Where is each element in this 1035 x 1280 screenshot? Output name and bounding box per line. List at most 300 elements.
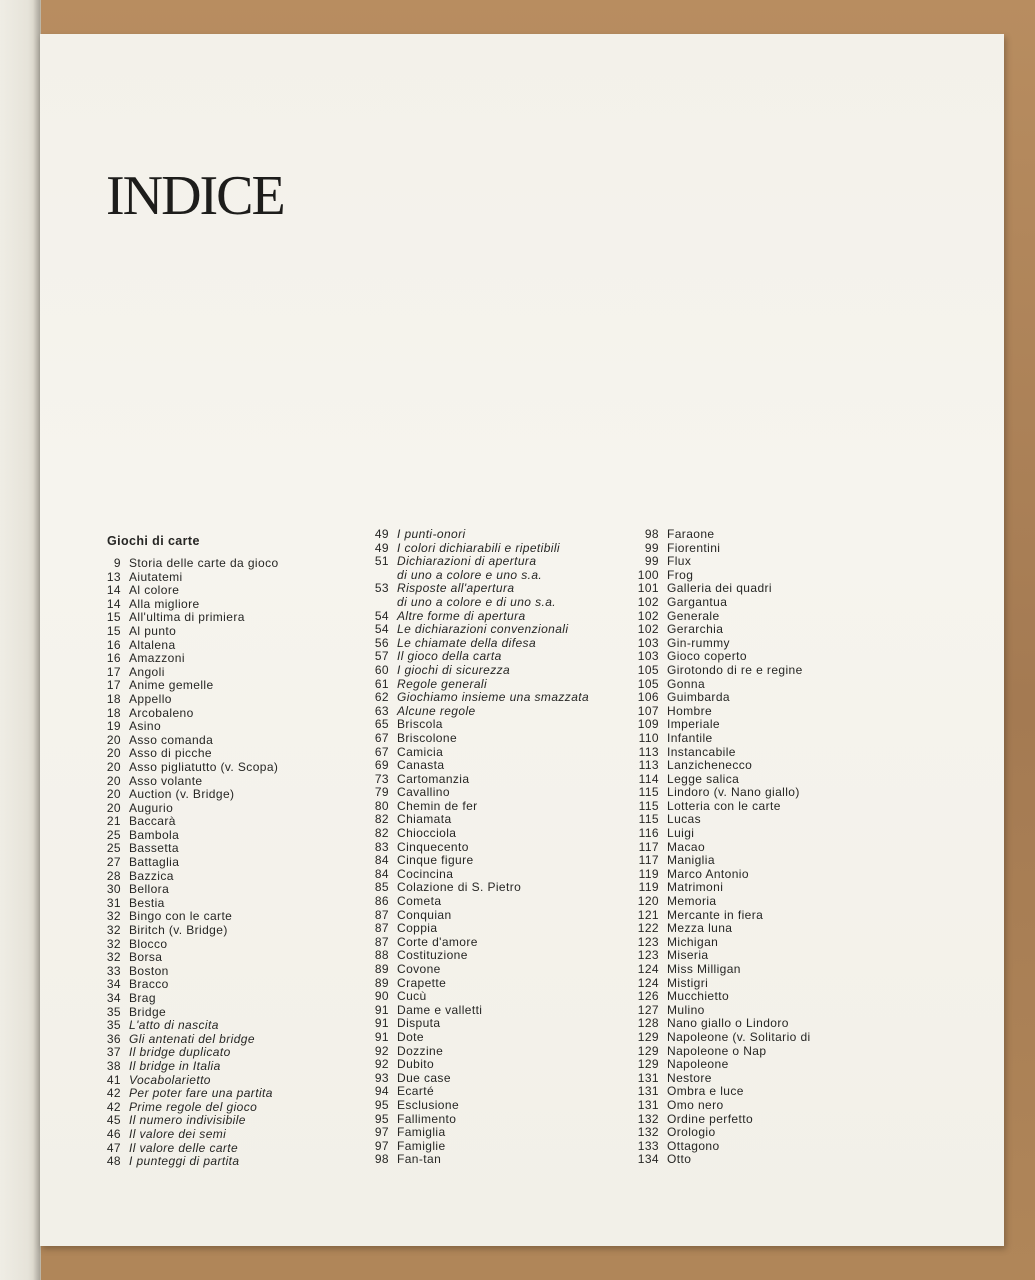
index-entry	[91, 815, 279, 829]
index-entry	[354, 705, 589, 719]
entry-title: I punteggi di partita	[129, 1154, 240, 1169]
index-entry	[354, 528, 589, 542]
entry-title: Mulino	[667, 1002, 705, 1017]
entry-title: Chemin de fer	[397, 798, 478, 813]
index-entry	[354, 610, 589, 624]
index-entry	[91, 910, 279, 924]
entry-title: Cinquecento	[397, 839, 469, 854]
page-fold-shadow	[33, 0, 40, 1280]
entry-title: Fallimento	[397, 1111, 457, 1126]
entry-title: Mercante in fiera	[667, 907, 764, 922]
entry-page-number: 133	[637, 1138, 659, 1153]
index-entry	[91, 679, 279, 693]
index-entry	[91, 978, 279, 992]
index-entry	[354, 963, 589, 977]
entry-page-number: 35	[106, 1004, 121, 1019]
entry-page-number: 21	[106, 814, 121, 829]
index-entry	[624, 678, 811, 692]
index-entry	[624, 895, 811, 909]
entry-title: Cucù	[397, 989, 427, 1004]
entry-page-number: 90	[374, 989, 389, 1004]
entry-title: Macao	[667, 839, 706, 854]
index-entry	[91, 829, 279, 843]
entry-page-number: 106	[637, 690, 659, 705]
entry-title: Chiamata	[397, 812, 452, 827]
index-entry	[624, 732, 811, 746]
index-entry	[624, 664, 811, 678]
entry-title: Dozzine	[397, 1043, 444, 1058]
index-entry	[91, 1019, 279, 1033]
entry-page-number: 20	[106, 800, 121, 815]
entry-page-number: 82	[374, 826, 389, 841]
entry-page-number: 42	[106, 1086, 121, 1101]
entry-page-number: 17	[106, 664, 121, 679]
entry-title: Nestore	[667, 1070, 712, 1085]
entry-page-number: 25	[106, 827, 121, 842]
entry-title: Famiglie	[397, 1138, 446, 1153]
index-entry	[354, 542, 589, 556]
entry-page-number: 124	[637, 975, 659, 990]
entry-title: Gonna	[667, 676, 706, 691]
entry-page-number	[354, 569, 389, 583]
index-entry	[624, 705, 811, 719]
entry-title: Il gioco della carta	[397, 649, 502, 664]
entry-title: Al punto	[129, 623, 177, 638]
index-entry	[91, 775, 279, 789]
entry-page-number: 15	[106, 610, 121, 625]
entry-page-number: 17	[106, 678, 121, 693]
entry-page-number: 122	[637, 921, 659, 936]
entry-page-number: 18	[106, 705, 121, 720]
index-entry	[624, 691, 811, 705]
entry-page-number: 31	[106, 895, 121, 910]
entry-page-number: 131	[637, 1070, 659, 1085]
entry-page-number: 91	[374, 1002, 389, 1017]
index-entry	[354, 909, 589, 923]
entry-title: Esclusione	[397, 1097, 460, 1112]
entry-title: Briscolone	[397, 730, 458, 745]
entry-title: Otto	[667, 1152, 692, 1167]
entry-page-number: 49	[374, 527, 389, 541]
entry-title: di uno a colore e uno s.a.	[397, 567, 543, 582]
entry-title: Lanzichenecco	[667, 758, 753, 773]
index-entry	[624, 1140, 811, 1154]
entry-title: Auction (v. Bridge)	[129, 787, 235, 802]
entry-title: Asso comanda	[129, 732, 214, 747]
entry-title: Prime regole del gioco	[129, 1099, 258, 1114]
entry-page-number: 132	[637, 1125, 659, 1140]
entry-page-number: 110	[638, 730, 659, 745]
entry-page-number: 56	[374, 635, 389, 650]
index-entry	[354, 664, 589, 678]
index-entry	[354, 1072, 589, 1086]
entry-title: Corte d'amore	[397, 934, 478, 949]
entry-title: Boston	[129, 963, 169, 978]
index-entry	[624, 1113, 811, 1127]
entry-page-number: 113	[638, 758, 659, 773]
index-entry	[624, 868, 811, 882]
entry-title: Guimbarda	[667, 690, 730, 705]
index-entry	[354, 1045, 589, 1059]
index-entry	[624, 610, 811, 624]
entry-page-number: 20	[106, 746, 121, 761]
entry-page-number: 84	[374, 853, 389, 868]
entry-title: Bellora	[129, 882, 170, 897]
entry-title: Al colore	[129, 583, 180, 598]
entry-page-number: 73	[374, 771, 389, 786]
entry-title: Gargantua	[667, 594, 728, 609]
entry-title: Blocco	[129, 936, 168, 951]
index-entry	[354, 977, 589, 991]
index-entry	[624, 936, 811, 950]
entry-page-number: 92	[374, 1057, 389, 1072]
entry-title: Gerarchia	[667, 622, 724, 637]
index-entry	[91, 1060, 279, 1074]
index-entry	[91, 951, 279, 965]
index-entry	[354, 949, 589, 963]
entry-title: I punti-onori	[397, 527, 466, 541]
entry-page-number: 65	[374, 717, 389, 732]
index-entry	[91, 557, 279, 571]
entry-title: di uno a colore e di uno s.a.	[397, 594, 557, 609]
entry-title: Gin-rummy	[667, 635, 730, 650]
entry-title: Le chiamate della difesa	[397, 635, 537, 650]
entry-title: Miss Milligan	[667, 962, 741, 976]
entry-page-number: 123	[637, 934, 659, 949]
index-entry	[91, 720, 279, 734]
index-entry	[91, 639, 279, 653]
index-entry	[91, 1155, 279, 1169]
index-entry	[624, 759, 811, 773]
entry-page-number: 89	[374, 975, 389, 990]
index-entry	[354, 1113, 589, 1127]
entry-page-number: 37	[106, 1045, 121, 1060]
index-entry	[91, 1128, 279, 1142]
entry-page-number: 87	[374, 921, 389, 936]
entry-page-number: 115	[638, 812, 659, 827]
index-entry	[91, 992, 279, 1006]
entry-title: Faraone	[667, 527, 715, 541]
page-title: INDICE	[106, 165, 284, 227]
entry-title: Flux	[667, 554, 692, 569]
entry-title: Borsa	[129, 950, 163, 965]
index-entry	[354, 1017, 589, 1031]
entry-title: Bridge	[129, 1004, 167, 1019]
entry-title: Baccarà	[129, 814, 176, 829]
entry-page-number: 85	[374, 880, 389, 895]
index-entry	[91, 788, 279, 802]
entry-title: Cocincina	[397, 866, 454, 881]
index-entry	[624, 841, 811, 855]
index-entry	[91, 598, 279, 612]
entry-page-number: 107	[637, 703, 659, 718]
index-entry	[91, 707, 279, 721]
index-entry	[91, 1087, 279, 1101]
entry-page-number: 120	[637, 894, 659, 909]
index-entry	[624, 1153, 811, 1167]
entry-page-number: 83	[374, 839, 389, 854]
index-entry	[354, 718, 589, 732]
entry-title: Omo nero	[667, 1097, 724, 1112]
entry-title: Galleria dei quadri	[667, 581, 772, 596]
index-entry	[91, 611, 279, 625]
entry-page-number: 35	[106, 1018, 121, 1033]
entry-page-number: 14	[106, 596, 121, 611]
index-entry	[354, 786, 589, 800]
index-entry	[354, 746, 589, 760]
entry-title: Il bridge in Italia	[129, 1058, 221, 1073]
entry-title: Per poter fare una partita	[129, 1086, 273, 1101]
entry-page-number: 34	[106, 977, 121, 992]
entry-page-number: 105	[637, 676, 659, 691]
entry-page-number: 114	[638, 771, 659, 786]
entry-title: Disputa	[397, 1016, 441, 1031]
entry-page-number: 129	[637, 1029, 659, 1044]
entry-title: Memoria	[667, 894, 717, 909]
entry-title: Asso volante	[129, 773, 203, 788]
entry-title: Napoleone o Nap	[667, 1043, 767, 1058]
index-entry	[624, 1045, 811, 1059]
index-entry	[624, 1085, 811, 1099]
entry-title: Mucchietto	[667, 989, 730, 1004]
entry-page-number: 63	[374, 703, 389, 718]
entry-title: Ecarté	[397, 1084, 435, 1099]
entry-title: Appello	[129, 691, 172, 706]
entry-title: Crapette	[397, 975, 447, 990]
entry-page-number: 93	[374, 1070, 389, 1085]
entry-page-number: 42	[106, 1099, 121, 1114]
entry-page-number: 32	[106, 923, 121, 938]
entry-page-number	[354, 596, 389, 610]
index-entry	[624, 596, 811, 610]
entry-page-number: 99	[644, 540, 659, 555]
index-entry	[354, 759, 589, 773]
entry-page-number: 41	[106, 1072, 121, 1087]
index-entry	[91, 761, 279, 775]
entry-title: Cartomanzia	[397, 771, 470, 786]
entry-title: Dame e valletti	[397, 1002, 483, 1017]
index-entry	[354, 881, 589, 895]
index-entry	[624, 773, 811, 787]
entry-page-number: 102	[637, 594, 659, 609]
entry-title: Nano giallo o Lindoro	[667, 1016, 789, 1031]
entry-title: Lucas	[667, 812, 702, 827]
index-entry	[624, 718, 811, 732]
index-entry	[91, 842, 279, 856]
entry-title: Coppia	[397, 921, 438, 936]
entry-title: Gli antenati del bridge	[129, 1031, 255, 1046]
entry-page-number: 117	[638, 853, 659, 868]
entry-page-number: 14	[106, 583, 121, 598]
index-entry	[354, 1126, 589, 1140]
entry-page-number: 134	[637, 1152, 659, 1167]
entry-title: Cavallino	[397, 785, 450, 800]
index-entry	[624, 854, 811, 868]
entry-title: Bingo con le carte	[129, 909, 233, 924]
entry-page-number: 80	[374, 798, 389, 813]
entry-title: Anime gemelle	[129, 678, 214, 693]
entry-title: Orologio	[667, 1125, 716, 1140]
index-entry	[354, 678, 589, 692]
entry-page-number: 34	[106, 991, 121, 1005]
index-entry	[624, 990, 811, 1004]
index-entry	[354, 650, 589, 664]
index-entry	[624, 582, 811, 596]
entry-page-number: 46	[106, 1126, 121, 1141]
entry-title: Mistigri	[667, 975, 709, 990]
entry-page-number: 57	[374, 649, 389, 664]
index-entry	[91, 693, 279, 707]
entry-title: Regole generali	[397, 676, 488, 691]
entry-title: Dubito	[397, 1057, 435, 1072]
index-entry	[624, 1031, 811, 1045]
entry-page-number: 9	[113, 556, 121, 570]
entry-title: Bracco	[129, 977, 169, 992]
index-entry	[624, 909, 811, 923]
entry-title: Camicia	[397, 744, 444, 759]
entry-page-number: 32	[106, 950, 121, 965]
entry-title: Ordine perfetto	[667, 1111, 754, 1126]
index-entry	[624, 1126, 811, 1140]
index-entry	[624, 1072, 811, 1086]
entry-title: Costituzione	[397, 948, 468, 963]
index-entry	[354, 773, 589, 787]
index-entry	[354, 569, 589, 583]
entry-title: Luigi	[667, 826, 695, 841]
entry-page-number: 95	[374, 1111, 389, 1126]
entry-title: Mezza luna	[667, 921, 733, 936]
index-entry	[624, 555, 811, 569]
entry-page-number: 28	[106, 868, 121, 883]
entry-page-number: 27	[106, 855, 121, 870]
index-entry	[624, 528, 811, 542]
entry-page-number: 32	[106, 909, 121, 924]
entry-title: Ottagono	[667, 1138, 720, 1153]
index-entry	[91, 625, 279, 639]
index-entry	[91, 1142, 279, 1156]
entry-page-number: 53	[374, 581, 389, 596]
index-entry	[354, 596, 589, 610]
entry-title: Angoli	[129, 664, 165, 679]
entry-page-number: 105	[637, 662, 659, 677]
entry-title: Giochiamo insieme una smazzata	[397, 690, 590, 705]
index-entry	[354, 582, 589, 596]
entry-page-number: 91	[374, 1029, 389, 1044]
entry-page-number: 36	[106, 1031, 121, 1046]
entry-title: Maniglia	[667, 853, 715, 868]
entry-page-number: 32	[106, 936, 121, 951]
entry-title: Alcune regole	[397, 703, 476, 718]
entry-title: Storia delle carte da gioco	[129, 556, 279, 570]
index-entry	[354, 922, 589, 936]
index-entry	[624, 650, 811, 664]
entry-title: L'atto di nascita	[129, 1018, 219, 1033]
entry-page-number: 87	[374, 934, 389, 949]
section-heading: Giochi di carte	[107, 534, 200, 548]
entry-title: Colazione di S. Pietro	[397, 880, 522, 895]
entry-title: Imperiale	[667, 717, 720, 732]
entry-title: Ombra e luce	[667, 1084, 744, 1099]
index-entry	[91, 571, 279, 585]
entry-page-number: 109	[637, 717, 659, 732]
entry-page-number: 48	[106, 1154, 121, 1169]
entry-title: Fiorentini	[667, 540, 721, 555]
entry-page-number: 97	[374, 1138, 389, 1153]
book-page	[40, 34, 1004, 1246]
entry-page-number: 126	[637, 989, 659, 1004]
entry-title: Il bridge duplicato	[129, 1045, 231, 1060]
entry-page-number: 88	[374, 948, 389, 963]
entry-title: Altre forme di apertura	[397, 608, 526, 623]
entry-page-number: 89	[374, 962, 389, 976]
index-entry	[354, 691, 589, 705]
entry-page-number: 87	[374, 907, 389, 922]
entry-title: Due case	[397, 1070, 451, 1085]
entry-title: Gioco coperto	[667, 649, 747, 664]
entry-page-number: 132	[637, 1111, 659, 1126]
entry-page-number: 127	[637, 1002, 659, 1017]
index-entry	[624, 977, 811, 991]
index-entry	[354, 936, 589, 950]
entry-page-number: 60	[374, 662, 389, 677]
index-entry	[624, 800, 811, 814]
index-entry	[354, 841, 589, 855]
index-entry	[624, 786, 811, 800]
entry-title: Le dichiarazioni convenzionali	[397, 622, 569, 637]
entry-page-number: 102	[637, 608, 659, 623]
index-entry	[624, 637, 811, 651]
index-entry	[91, 1046, 279, 1060]
entry-title: Covone	[397, 962, 441, 976]
entry-page-number: 30	[106, 882, 121, 897]
index-entry	[91, 924, 279, 938]
entry-title: Risposte all'apertura	[397, 581, 515, 596]
index-entry	[354, 813, 589, 827]
index-entry	[91, 1101, 279, 1115]
entry-page-number: 103	[637, 649, 659, 664]
entry-title: Vocabolarietto	[129, 1072, 211, 1087]
index-entry	[91, 1114, 279, 1128]
index-entry	[624, 813, 811, 827]
entry-page-number: 16	[106, 637, 121, 652]
index-entry	[354, 623, 589, 637]
entry-page-number: 86	[374, 894, 389, 909]
index-entry	[91, 856, 279, 870]
index-entry	[624, 746, 811, 760]
entry-page-number: 116	[638, 826, 659, 841]
index-entry	[91, 883, 279, 897]
entry-page-number: 69	[374, 758, 389, 773]
entry-page-number: 51	[374, 554, 389, 569]
index-entry	[91, 938, 279, 952]
entry-page-number: 54	[374, 608, 389, 623]
entry-title: Asso di picche	[129, 746, 212, 761]
entry-title: Girotondo di re e regine	[667, 662, 803, 677]
entry-title: Generale	[667, 608, 720, 623]
index-entry	[91, 584, 279, 598]
index-entry	[624, 1099, 811, 1113]
entry-page-number: 49	[374, 540, 389, 555]
entry-page-number: 98	[644, 527, 659, 541]
entry-page-number: 67	[374, 730, 389, 745]
entry-title: Lindoro (v. Nano giallo)	[667, 785, 800, 800]
entry-page-number: 94	[374, 1084, 389, 1099]
entry-title: Alla migliore	[129, 596, 200, 611]
entry-page-number: 97	[374, 1125, 389, 1140]
index-entry	[91, 666, 279, 680]
entry-page-number: 61	[374, 676, 389, 691]
entry-title: Il numero indivisibile	[129, 1113, 246, 1128]
